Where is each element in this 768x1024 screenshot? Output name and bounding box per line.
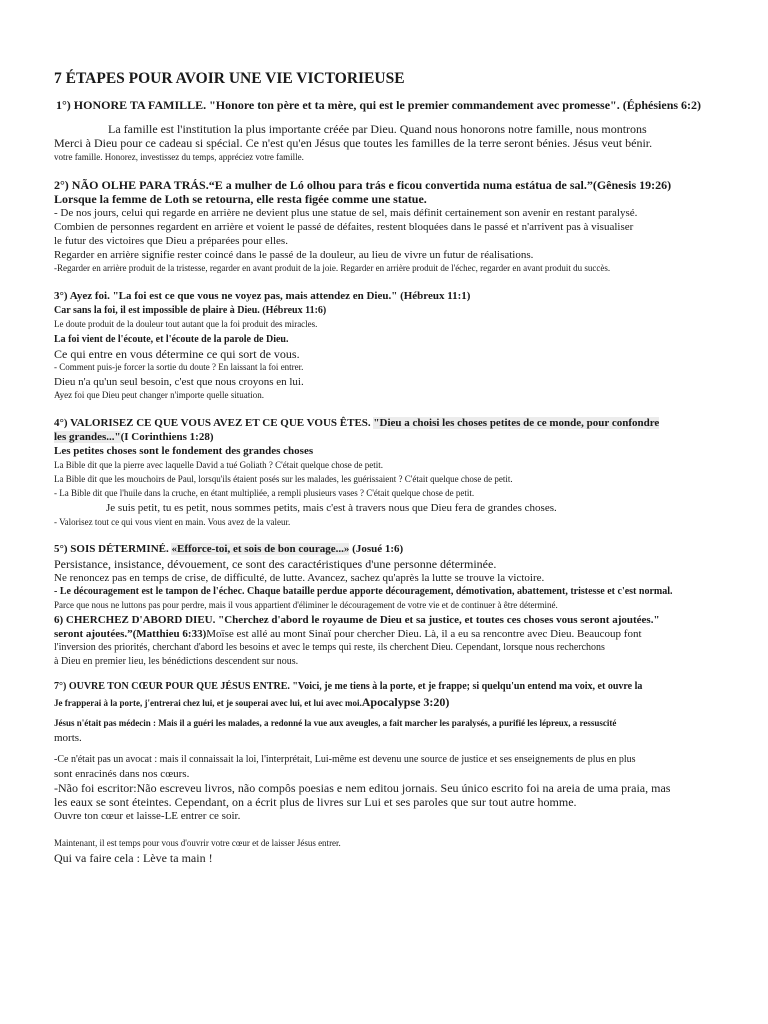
step5-heading: [54, 543, 403, 556]
step7-line2: Jésus n'était pas médecin : Mais il a guéri les malades, a redonné la vue aux aveugles, a fait marcher les paralysés, a purifié les lépreux, a ressuscité: [54, 718, 617, 728]
step4-line1: Les petites choses sont le fondement des grandes choses: [54, 445, 314, 457]
step3-line5: - Comment puis-je forcer la sortie du doute ? En laissant la foi entrer.: [54, 362, 304, 372]
step3-line4: Ce qui entre en vous détermine ce qui sort de vous.: [54, 347, 300, 361]
step7-line1-text: Je frapperai à la porte, j'entrerai chez lui, et je souperai avec lui, et lui avec moi.: [54, 698, 362, 708]
step3-line2: Le doute produit de la douleur tout autant que la foi produit des miracles.: [54, 319, 318, 329]
page-title: 7 ÉTAPES POUR AVOIR UNE VIE VICTORIEUSE: [54, 70, 405, 87]
step1-line2: Merci à Dieu pour ce cadeau si spécial. Ce n'est qu'en Jésus que toutes les familles de la terre seront bénies. Jésus veut bénir.: [54, 136, 653, 150]
step6-line1-text: Moïse est allé au mont Sinaï pour chercher Dieu. Là, il a eu sa rencontre avec Dieu. Beaucoup font: [206, 628, 642, 640]
step4-heading-c: les grandes...": [54, 431, 121, 443]
step5-heading-c: (Josué 1:6): [349, 543, 404, 555]
step6-line1-ref: seront ajoutées.”(Matthieu 6:33): [54, 628, 207, 640]
step2-line1: Lorsque la femme de Loth se retourna, elle resta figée comme une statue.: [54, 192, 427, 206]
step6-line2: l'inversion des priorités, cherchant d'abord les besoins et avec le temps qui reste, ils cherchent Dieu. Cependant, lorsque nous recherchons: [54, 642, 605, 653]
step7-line5: sont enracinés dans nos cœurs.: [54, 768, 190, 780]
step1-line3: votre famille. Honorez, investissez du temps, appréciez votre famille.: [54, 152, 304, 162]
step7-line7: les eaux se sont éteintes. Cependant, on a écrit plus de livres sur Lui et ses paroles que sur tout autre homme.: [54, 795, 577, 809]
step3-line6: Dieu n'a qu'un seul besoin, c'est que nous croyons en lui.: [54, 376, 304, 388]
step7-line3: morts.: [54, 732, 82, 744]
step6-line1: [54, 628, 642, 641]
step4-heading-b: "Dieu a choisi les choses petites de ce monde, pour confondre: [373, 417, 660, 429]
step4-heading-a: 4°) VALORISEZ CE QUE VOUS AVEZ ET CE QUE VOUS ÊTES.: [54, 417, 374, 429]
step5-line1: Persistance, insistance, dévouement, ce sont des caractéristiques d'une personne déterminée.: [54, 557, 497, 571]
step7-line1: [54, 696, 449, 710]
step4-heading: [54, 417, 659, 430]
step5-line2: Ne renoncez pas en temps de crise, de difficulté, de lutte. Avancez, sachez qu'après la lutte se trouve la victoire.: [54, 572, 545, 584]
step4-heading-line2: [54, 431, 214, 444]
step2-line4: le futur des victoires que Dieu a préparées pour elles.: [54, 235, 288, 247]
step4-line2: La Bible dit que la pierre avec laquelle David a tué Goliath ? C'était quelque chose de petit.: [54, 460, 383, 470]
step2-line2: - De nos jours, celui qui regarde en arrière ne devient plus une statue de sel, mais définit certainement son avenir en restant paralysé.: [54, 207, 638, 219]
step2-line6: -Regarder en arrière produit de la tristesse, regarder en avant produit de la joie. Regarder en arrière produit de l'échec, regarder en avant produit du succès.: [54, 263, 611, 273]
closing-line1: Maintenant, il est temps pour vous d'ouvrir votre cœur et de laisser Jésus entrer.: [54, 838, 341, 848]
step3-line7: Ayez foi que Dieu peut changer n'importe quelle situation.: [54, 390, 264, 400]
step7-heading: 7°) OUVRE TON CŒUR POUR QUE JÉSUS ENTRE. "Voici, je me tiens à la porte, et je frappe; si quelqu'un entend ma voix, et ouvre la: [54, 681, 643, 692]
step4-line4: - La Bible dit que l'huile dans la cruche, en étant multipliée, a rempli plusieurs vases ? C'était quelque chose de petit.: [54, 488, 475, 498]
step4-line5: Je suis petit, tu es petit, nous sommes petits, mais c'est à travers nous que Dieu fera de grandes choses.: [106, 502, 557, 514]
step1-heading: 1°) HONORE TA FAMILLE. "Honore ton père et ta mère, qui est le premier commandement avec promesse". (Éphésiens 6:2): [56, 98, 702, 112]
step5-heading-a: 5°) SOIS DÉTERMINÉ.: [54, 543, 172, 555]
step7-line6: -Não foi escritor:Não escreveu livros, não compôs poesias e nem editou jornais. Seu único escrito foi na areia de uma praia, mas: [54, 781, 671, 795]
step1-line1: La famille est l'institution la plus importante créée par Dieu. Quand nous honorons notre famille, nous montrons: [108, 122, 647, 136]
step4-line3: La Bible dit que les mouchoirs de Paul, lorsqu'ils étaient posés sur les malades, les guérissaient ? C'était quelque chose de petit.: [54, 474, 513, 484]
step3-line1: Car sans la foi, il est impossible de plaire à Dieu. (Hébreux 11:6): [54, 305, 327, 316]
step6-heading: 6) CHERCHEZ D'ABORD DIEU. "Cherchez d'abord le royaume de Dieu et sa justice, et toutes ces choses vous seront ajoutées.": [54, 614, 660, 626]
step5-line4: Parce que nous ne luttons pas pour perdre, mais il vous appartient d'éliminer le découragement de votre vie et de continuer à être déterminé.: [54, 600, 558, 610]
step3-line3: La foi vient de l'écoute, et l'écoute de la parole de Dieu.: [54, 334, 289, 345]
step2-line5: Regarder en arrière signifie rester coincé dans le passé de la douleur, au lieu de vivre un futur de réalisations.: [54, 249, 534, 261]
step6-line3: à Dieu en premier lieu, les bénédictions descendent sur nous.: [54, 656, 299, 667]
step3-heading: 3°) Ayez foi. "La foi est ce que vous ne voyez pas, mais attendez en Dieu." (Hébreux 11:1): [54, 290, 471, 302]
step4-line6: - Valorisez tout ce qui vous vient en main. Vous avez de la valeur.: [54, 517, 291, 527]
step7-line8: Ouvre ton cœur et laisse-LE entrer ce soir.: [54, 810, 241, 822]
step2-heading: 2°) NÃO OLHE PARA TRÁS.“E a mulher de Ló olhou para trás e ficou convertida numa estátua de sal.”(Gênesis 19:26): [54, 178, 672, 192]
step7-line1-ref: Apocalypse 3:20): [361, 695, 450, 709]
step7-line4: -Ce n'était pas un avocat : mais il connaissait la loi, l'interprétait, Lui-même est devenu une source de justice et ses enseignements de plus en plus: [54, 754, 636, 765]
step4-heading-d: (I Corinthiens 1:28): [120, 431, 214, 443]
step2-line3: Combien de personnes regardent en arrière et voient le passé de défaites, restent bloquées dans le passé et n'arrivent pas à visualiser: [54, 221, 634, 233]
step5-heading-b: «Efforce-toi, et sois de bon courage...»: [171, 543, 350, 555]
closing-line2: Qui va faire cela : Lève ta main !: [54, 851, 213, 865]
step5-line3: - Le découragement est le tampon de l'échec. Chaque bataille perdue apporte découragement, démotivation, abattement, tristesse et c'est normal.: [54, 586, 673, 597]
